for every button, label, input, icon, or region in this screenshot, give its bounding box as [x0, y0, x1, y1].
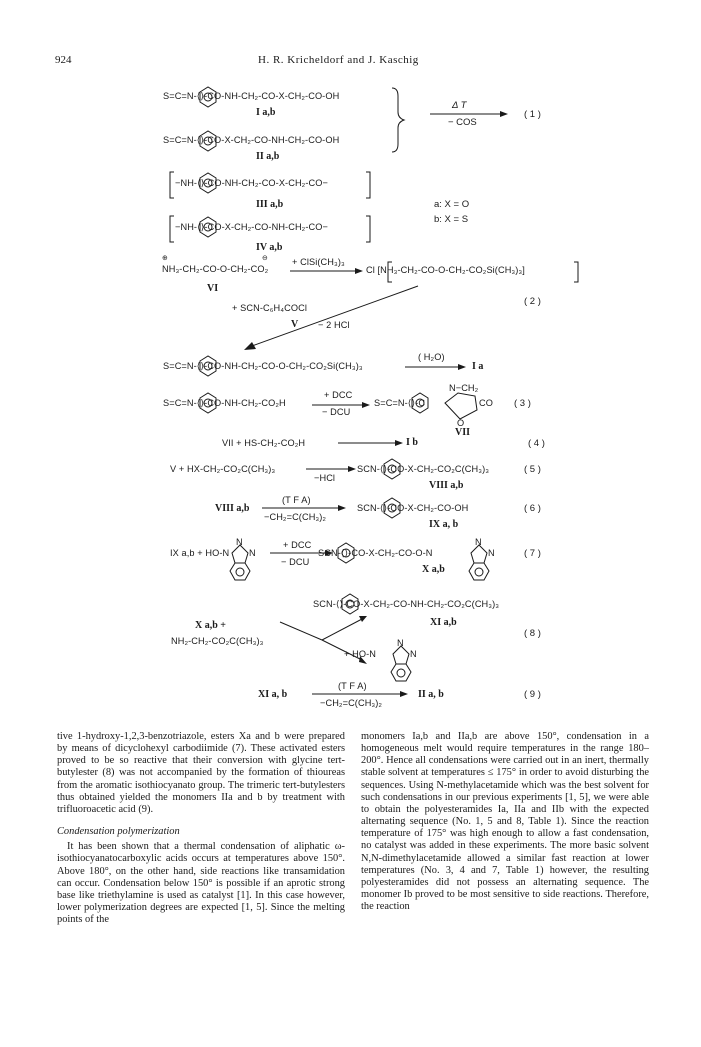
formula-IV: −NH-⟨⟩-CO-X-CH₂-CO-NH-CH₂-CO−: [175, 222, 328, 232]
left-paragraph-2: It has been shown that a thermal condensation of aliphatic ω-isothiocyanatocarboxylic acids occurs at temperatures above 150°. Above 180°, on the other hand, side reactions like transamidation can occur. Condensation below 150° is possible if an aprotic strong base like triethylamine is used as catalyst [1]. In this case however, lower polymerization degrees are expected [1, 5]. Since the melting points of the: [57, 841, 345, 926]
reactant-VIII: VIII a,b: [215, 503, 250, 514]
product-Ib: I b: [406, 437, 418, 448]
triazole-n-labels-left-2: N: [249, 548, 256, 558]
reagent-dcc-eq7: + DCC: [283, 540, 312, 550]
formula-VI-charge-plus: ⊕: [162, 255, 168, 262]
triazole-n-labels-byprod: N: [397, 638, 404, 648]
reagent-isothiocyanato-benzoyl-chloride: + SCN-C₆H₄COCl: [232, 303, 307, 313]
equation-number-7: ( 7 ): [524, 548, 541, 559]
label-IX: IX a, b: [429, 519, 459, 530]
oxazolone-o: O: [457, 418, 465, 428]
reactant-XI: XI a, b: [258, 689, 288, 700]
legend-b: b: X = S: [434, 214, 469, 225]
formula-Ia: S=C=N-⟨⟩-CO-NH-CH₂-CO-X-CH₂-CO-OH: [163, 91, 340, 101]
equation-number-9: ( 9 ): [524, 689, 541, 700]
formula-hippuric-acid: S=C=N-⟨⟩-CO-NH-CH₂-CO₂H: [163, 398, 286, 408]
byproduct-hcl-eq5: −HCl: [314, 473, 336, 483]
product-II: II a, b: [418, 689, 444, 700]
formula-VI: NH₃-CH₂-CO-O-CH₂-CO₂: [162, 264, 269, 274]
oxazolone-co: CO: [479, 398, 493, 408]
label-VII: VII: [455, 427, 471, 438]
triazole-n-labels-left: N: [236, 537, 243, 547]
running-head-authors: H. R. Kricheldorf and J. Kaschig: [258, 54, 419, 66]
label-VIII: VIII a,b: [429, 480, 464, 491]
oxazolone-n-ch2: N−CH₂: [449, 383, 479, 393]
hydrolysis-label: ( H₂O): [418, 352, 445, 362]
formula-eq4-left: VII + HS-CH₂-CO₂H: [222, 438, 306, 448]
formula-eq7-left: IX a,b + HO-N: [170, 548, 230, 558]
equation-number-1: ( 1 ): [524, 109, 541, 120]
reactant-glycine-ester: NH₂-CH₂-CO₂C(CH₃)₃: [171, 636, 264, 646]
right-paragraph-1: monomers Ia,b and IIa,b are above 150°, condensation in a homogeneous melt would require temperatures in the range 180–200°. Hence all condensations were carried out in an inert, thermally stable solvent at temperatures ≤ 175° in order to avoid disturbing the sequences. Using N-methylacetamide which was the best solvent for such condensations in our previous experiments [1, 5], we were able to obtain the polyesteramides Ia, IIa and IIb with the expected alternating sequence (No. 1, 5 and 8, Table 1). Since the reaction temperature of 175° was high enough to allow a fast condensation, no catalyst was added in these experiments. The more basic solvent N,N-dimethylacetamide allowed a similar fast reaction at lower temperatures (No. 3, 4 and 7, Table 1) however, the resulting polyesteramides did not possess an alternating sequence. The monomer Ib proved to be most sensitive to side reactions. Therefore, the reaction: [361, 731, 649, 913]
equation-number-2: ( 2 ): [524, 296, 541, 307]
formula-IX: SCN-⟨⟩-CO-X-CH₂-CO-OH: [357, 503, 469, 513]
reagent-chlorosilane: + ClSi(CH₃)₃: [292, 257, 345, 267]
label-XI: XI a,b: [430, 617, 457, 628]
equation-number-6: ( 6 ): [524, 503, 541, 514]
byproduct-dcu: − DCU: [322, 407, 351, 417]
byproduct-isobutene-eq9: −CH₂=C(CH₃)₂: [320, 698, 383, 708]
benzotriazole-icon: [230, 545, 250, 580]
triazole-n-labels-byprod-2: N: [410, 649, 417, 659]
reagent-tfa-eq9: (T F A): [338, 681, 367, 691]
benzotriazole-icon: [469, 545, 489, 580]
section-heading: Condensation polymerization: [57, 826, 180, 838]
reactant-X: X a,b +: [195, 620, 226, 631]
reagent-dcc: + DCC: [324, 390, 353, 400]
right-column: [361, 731, 649, 913]
label-IV: IV a,b: [256, 242, 283, 253]
formula-eq5-left: V + HX-CH₂-CO₂C(CH₃)₃: [170, 464, 276, 474]
formula-X: SCN-⟨⟩-CO-X-CH₂-CO-O-N: [318, 548, 433, 558]
legend-a: a: X = O: [434, 199, 470, 210]
label-IIa: II a,b: [256, 151, 280, 162]
formula-silyl-ester: Cl [NH₃-CH₂-CO-O-CH₂-CO₂Si(CH₃)₃]: [366, 265, 525, 275]
equation-number-5: ( 5 ): [524, 464, 541, 475]
formula-IIa: S=C=N-⟨⟩-CO-X-CH₂-CO-NH-CH₂-CO-OH: [163, 135, 340, 145]
label-III: III a,b: [256, 199, 284, 210]
left-paragraph-1: tive 1-hydroxy-1,2,3-benzotriazole, esters Xa and b were prepared by means of dicyclohexyl carbodiimide (7). These activated esters proved to be so reactive that their conversion with glycine tert-butylester (8) was not accompanied by the formation of thioureas from the aromatic isothiocyanato group. The trimeric tert-butylesters thus obtained yielded the monomers IIa and b by treatment with trifluoroacetic acid (9).: [57, 731, 345, 815]
byproduct-isobutene-eq6: −CH₂=C(CH₃)₂: [264, 512, 327, 522]
equation-number-3: ( 3 ): [514, 398, 531, 409]
byproduct-hobt: + HO-N: [344, 649, 376, 659]
equation-number-8: ( 8 ): [524, 628, 541, 639]
oxazolone-ring-icon: [445, 393, 477, 419]
byproduct-hcl: − 2 HCl: [318, 320, 350, 330]
left-column: [57, 731, 345, 926]
heat-label: Δ T: [452, 100, 467, 111]
page-number: 924: [55, 54, 72, 66]
label-Ia: I a,b: [256, 107, 276, 118]
label-V: V: [291, 319, 299, 330]
formula-VIII: SCN-⟨⟩-CO-X-CH₂-CO₂C(CH₃)₃: [357, 464, 490, 474]
product-Ia: I a: [472, 361, 484, 372]
formula-oxazolone: S=C=N-⟨⟩-C: [374, 398, 426, 408]
formula-VI-charge-minus: ⊖: [262, 255, 268, 262]
equation-number-4: ( 4 ): [528, 438, 545, 449]
label-VI: VI: [207, 283, 219, 294]
reagent-tfa-eq6: (T F A): [282, 495, 311, 505]
cos-label: − COS: [448, 117, 477, 128]
triazole-n-labels-right-2: N: [488, 548, 495, 558]
formula-III: −NH-⟨⟩-CO-NH-CH₂-CO-X-CH₂-CO−: [175, 178, 328, 188]
formula-XI: SCN-⟨⟩-CO-X-CH₂-CO-NH-CH₂-CO₂C(CH₃)₃: [313, 599, 500, 609]
triazole-n-labels-right: N: [475, 537, 482, 547]
benzotriazole-icon: [391, 646, 411, 681]
label-X: X a,b: [422, 564, 445, 575]
formula-silyl-product: S=C=N-⟨⟩-CO-NH-CH₂-CO-O-CH₂-CO₂Si(CH₃)₃: [163, 361, 363, 371]
byproduct-dcu-eq7: − DCU: [281, 557, 310, 567]
